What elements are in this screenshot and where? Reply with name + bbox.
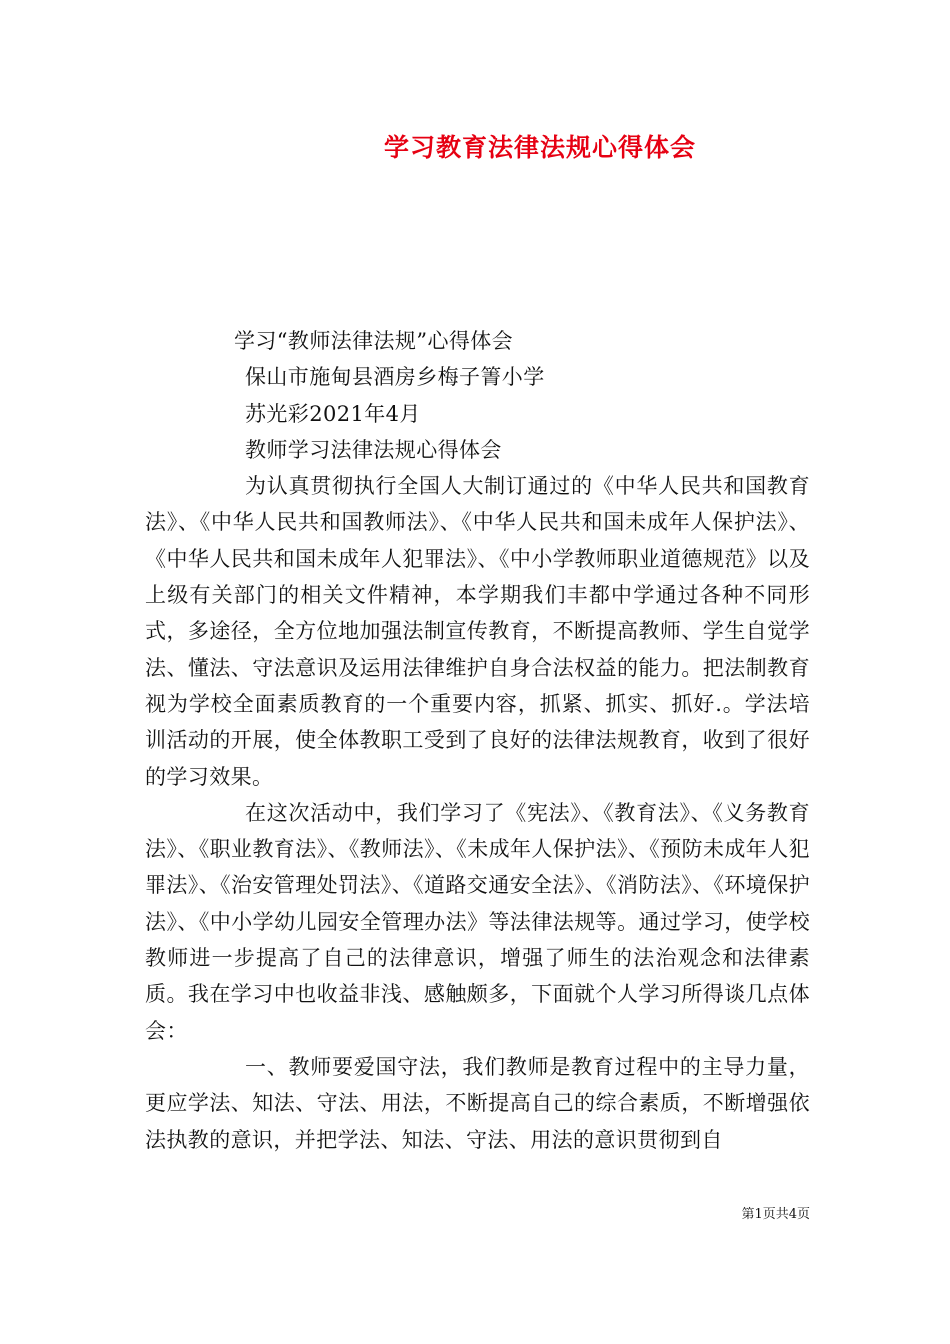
subtitle-line: 学习“教师法律法规”心得体会 — [234, 329, 514, 353]
section-heading-line: 教师学习法律法规心得体会 — [245, 437, 502, 462]
document-body — [145, 323, 810, 1158]
paragraph-intro: 为认真贯彻执行全国人大制订通过的《中华人民共和国教育法》、《中华人民共和国教师法》、《中华人民共和国未成年人保护法》、《中华人民共和国未成年人犯罪法》、《中小学教师职业道德规范》以及上级有关部门的相关文件精神，本学期我们丰都中学通过各种不同形式，多途径，全方位地加强法制宣传教育，不断提高教师、学生自觉学法、懂法、守法意识及运用法律维护自身合法权益的能力。把法制教育视为学校全面素质教育的一个重要内容，抓紧、抓实、抓好.。学法培训活动的开展，使全体教职工受到了良好的法律法规教育，收到了很好的学习效果。 — [145, 474, 810, 789]
paragraph-point-one: 一、教师要爱国守法，我们教师是教育过程中的主导力量，更应学法、知法、守法、用法，不断提高自己的综合素质，不断增强依法执教的意识，并把学法、知法、守法、用法的意识贯彻到自 — [145, 1054, 810, 1152]
page-number-footer: 第1页共4页 — [741, 1207, 810, 1222]
author-date-line: 苏光彩2021年4月 — [245, 401, 421, 426]
school-line: 保山市施甸县酒房乡梅子箐小学 — [245, 365, 545, 390]
paragraph-activities: 在这次活动中，我们学习了《宪法》、《教育法》、《义务教育法》、《职业教育法》、《教师法》、《未成年人保护法》、《预防未成年人犯罪法》、《治安管理处罚法》、《道路交通安全法》、《消防法》、《环境保护法》、《中小学幼儿园安全管理办法》等法律法规等。通过学习，使学校教师进一步提高了自己的法律意识，增强了师生的法治观念和法律素质。我在学习中也收益非浅、感触颇多，下面就个人学习所得谈几点体会： — [145, 800, 810, 1043]
document-title: 学习教育法律法规心得体会 — [383, 133, 696, 162]
